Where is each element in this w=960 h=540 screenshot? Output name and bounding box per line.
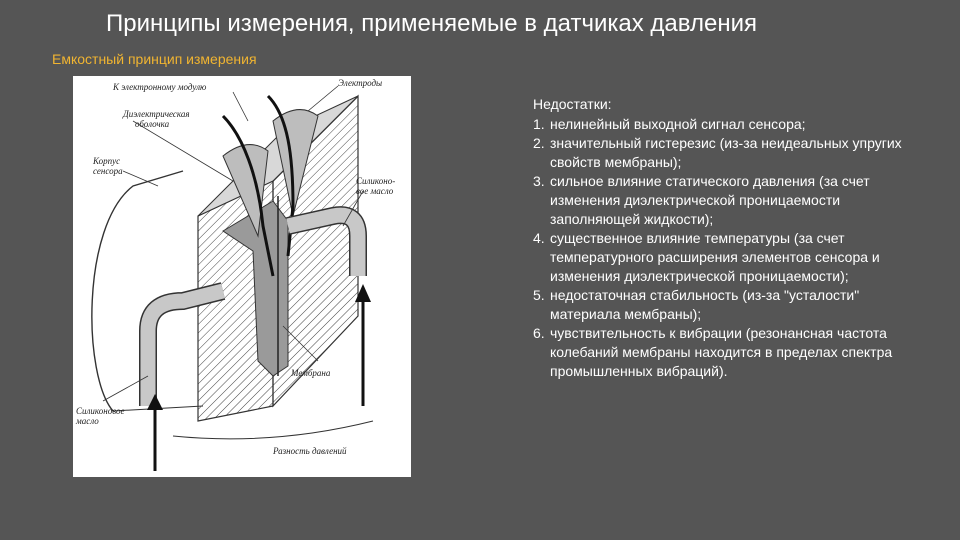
list-item: 6. чувствительность к вибрации (резонансная частота колебаний мембраны находится в пределах спектра промышленных вибраций). <box>533 325 893 379</box>
label-pressure-diff: Разность давлений <box>273 446 347 456</box>
list-item: 4. существенное влияние температуры (за счет температурного расширения элементов сенсора и изменения диэлектрической проницаемости); <box>533 230 880 284</box>
drawbacks-heading: Недостатки: <box>533 96 612 112</box>
list-item: 2. значительный гистерезис (из-за неидеальных упругих свойств мембраны); <box>533 135 902 170</box>
slide-subtitle: Емкостный принцип измерения <box>52 51 257 67</box>
sensor-drawing <box>73 76 411 477</box>
drawbacks-list <box>533 95 903 381</box>
label-oil-right-2: вое масло <box>356 186 394 196</box>
label-dielectric: Диэлектрическая <box>123 109 190 119</box>
label-membrane: Мембрана <box>291 368 331 378</box>
list-item: 5. недостаточная стабильность (из-за "усталости" материала мембраны); <box>533 287 860 322</box>
list-item: 3. сильное влияние статического давления (за счет изменения диэлектрической проницаемости заполняющей жидкости); <box>533 173 870 227</box>
label-housing: Корпус <box>93 156 121 166</box>
label-dielectric-2: оболочка <box>135 119 170 129</box>
label-oil-left: Силиконовое <box>76 406 125 416</box>
slide-title: Принципы измерения, применяемые в датчиках давления <box>106 10 757 37</box>
label-to-module: К электронному модулю <box>113 82 207 92</box>
sensor-diagram <box>73 76 411 477</box>
label-electrodes: Электроды <box>338 78 383 88</box>
label-housing-2: сенсора <box>93 166 123 176</box>
label-oil-right: Силиконо- <box>356 176 396 186</box>
label-oil-left-2: масло <box>76 416 99 426</box>
list-item: 1. нелинейный выходной сигнал сенсора; <box>533 116 806 132</box>
